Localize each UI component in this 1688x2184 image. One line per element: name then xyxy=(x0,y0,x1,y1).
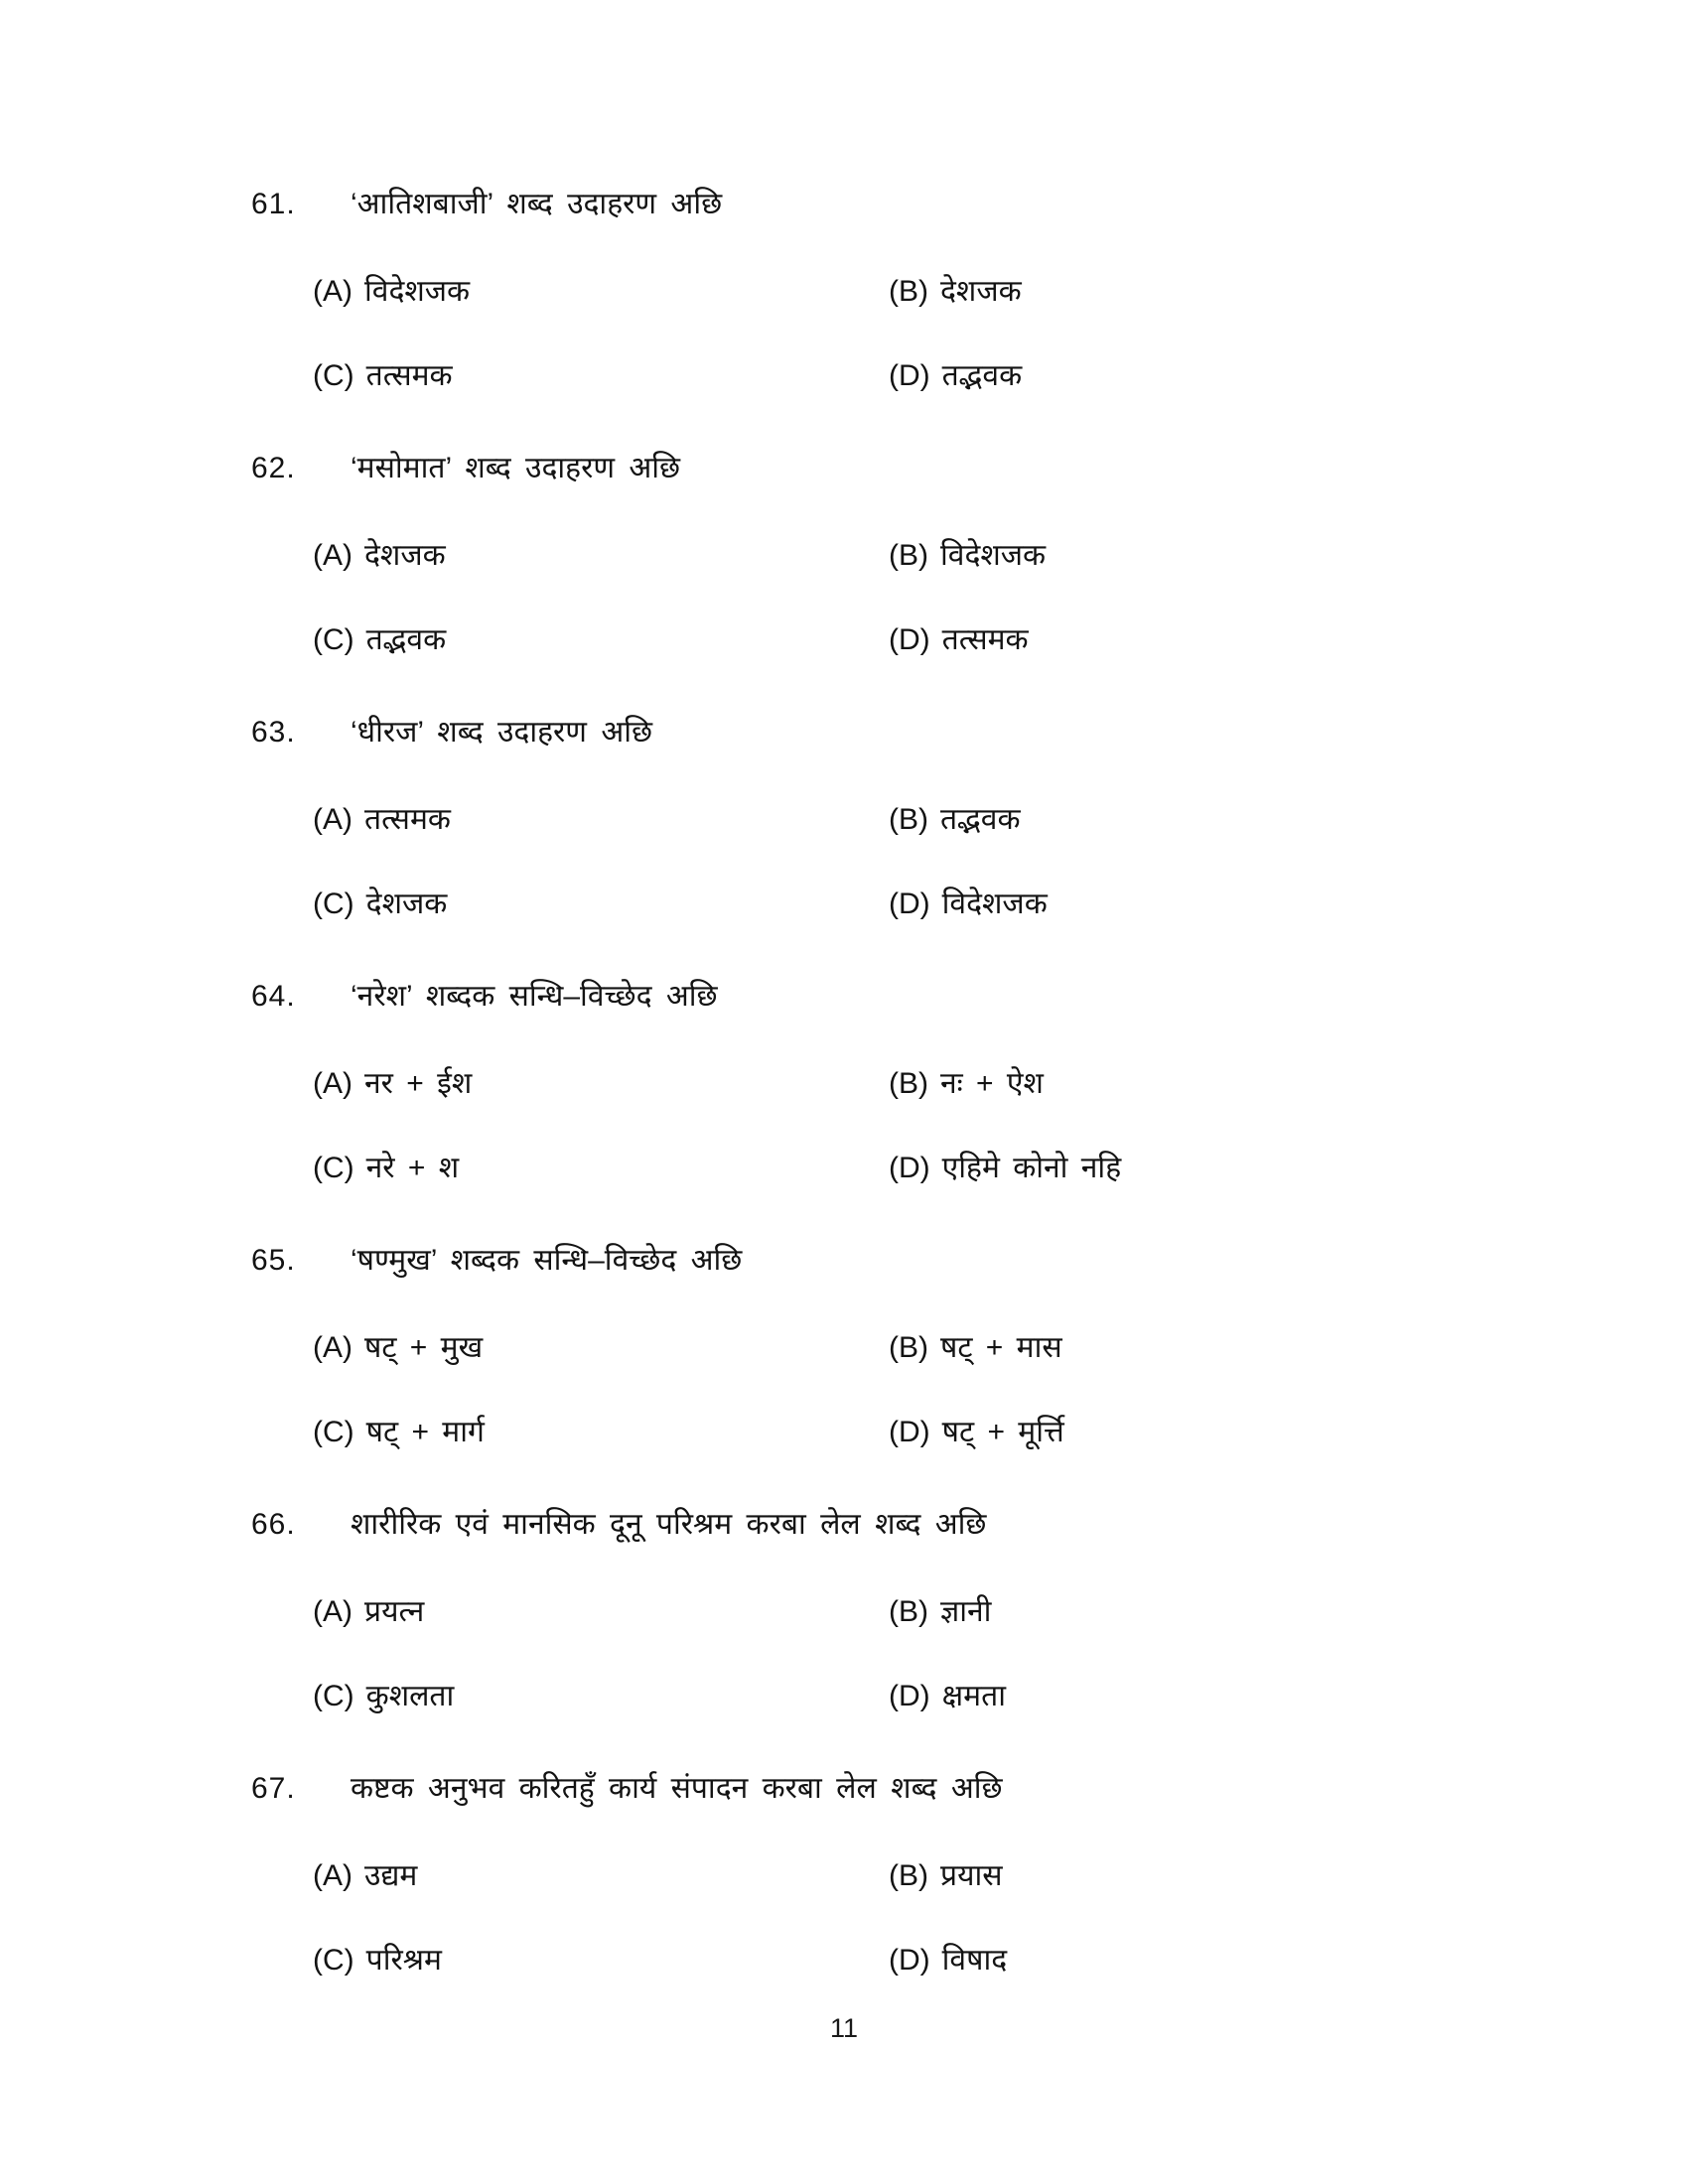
question-number: 62. xyxy=(251,452,296,484)
option-a-text: षट् + मुख xyxy=(364,1331,484,1364)
option-a-label: (A) xyxy=(313,1859,352,1892)
option-b-label: (B) xyxy=(889,539,928,572)
question-block xyxy=(0,977,1688,1241)
option-c-text: षट् + मार्ग xyxy=(365,1416,485,1448)
question-header xyxy=(251,1505,1688,1545)
question-block xyxy=(0,185,1688,449)
question-header xyxy=(251,185,1688,224)
question-number: 67. xyxy=(251,1772,296,1805)
question-text: ‘नरेश’ शब्दक सन्धि–विच्छेद अछि xyxy=(351,980,718,1013)
options-grid xyxy=(313,1328,1688,1452)
option-c-label: (C) xyxy=(313,1152,354,1184)
option-b xyxy=(889,272,1688,312)
option-d-label: (D) xyxy=(889,887,930,920)
question-header xyxy=(251,449,1688,488)
option-c xyxy=(313,1149,889,1188)
option-d xyxy=(889,1413,1688,1452)
option-c xyxy=(313,885,889,924)
question-number: 64. xyxy=(251,980,296,1013)
option-b xyxy=(889,1856,1688,1896)
option-a-text: विदेशजक xyxy=(364,275,471,308)
options-grid xyxy=(313,800,1688,924)
option-a xyxy=(313,800,889,840)
option-c-text: तत्समक xyxy=(365,359,453,392)
option-c-text: परिश्रम xyxy=(365,1944,442,1977)
option-a-label: (A) xyxy=(313,1595,352,1628)
option-b xyxy=(889,1328,1688,1368)
option-c-text: तद्भवक xyxy=(365,623,447,656)
question-block xyxy=(0,449,1688,713)
option-b-label: (B) xyxy=(889,1859,928,1892)
option-d-text: तत्समक xyxy=(941,623,1029,656)
option-b-label: (B) xyxy=(889,1331,928,1364)
option-d xyxy=(889,1149,1688,1188)
option-d-text: षट् + मूर्त्ति xyxy=(941,1416,1064,1448)
option-d xyxy=(889,1941,1688,1980)
option-c-text: नरे + श xyxy=(365,1152,460,1184)
option-d-text: विषाद xyxy=(941,1944,1008,1977)
question-header xyxy=(251,713,1688,752)
option-c xyxy=(313,356,889,396)
option-c-label: (C) xyxy=(313,1944,354,1977)
option-b xyxy=(889,1064,1688,1104)
option-c-text: देशजक xyxy=(365,887,448,920)
option-b xyxy=(889,800,1688,840)
option-d xyxy=(889,620,1688,660)
option-a-text: उद्यम xyxy=(364,1859,418,1892)
option-a-text: देशजक xyxy=(364,539,446,572)
question-text: ‘मसोमात’ शब्द उदाहरण अछि xyxy=(351,452,681,484)
option-a-text: नर + ईश xyxy=(364,1067,473,1100)
question-text: शारीरिक एवं मानसिक दूनू परिश्रम करबा लेल शब्द अछि xyxy=(351,1508,987,1541)
options-grid xyxy=(313,1856,1688,1980)
question-block xyxy=(0,1241,1688,1505)
option-d-text: एहिमे कोनो नहि xyxy=(941,1152,1122,1184)
option-a xyxy=(313,272,889,312)
option-a-text: प्रयत्न xyxy=(364,1595,425,1628)
option-d-label: (D) xyxy=(889,1944,930,1977)
question-number: 66. xyxy=(251,1508,296,1541)
option-c-label: (C) xyxy=(313,887,354,920)
option-a-label: (A) xyxy=(313,803,352,836)
option-a-label: (A) xyxy=(313,1331,352,1364)
option-c xyxy=(313,620,889,660)
option-c xyxy=(313,1677,889,1716)
option-b-label: (B) xyxy=(889,1067,928,1100)
option-a-label: (A) xyxy=(313,539,352,572)
question-number: 63. xyxy=(251,716,296,749)
option-b-text: तद्भवक xyxy=(940,803,1021,836)
question-text: कष्टक अनुभव करितहुँ कार्य संपादन करबा लेल शब्द अछि xyxy=(351,1772,1003,1805)
option-d xyxy=(889,885,1688,924)
option-b-text: देशजक xyxy=(940,275,1022,308)
option-b xyxy=(889,1592,1688,1632)
option-b-label: (B) xyxy=(889,1595,928,1628)
option-a xyxy=(313,1592,889,1632)
option-b-label: (B) xyxy=(889,275,928,308)
question-block xyxy=(0,1769,1688,2033)
option-c-label: (C) xyxy=(313,623,354,656)
option-d xyxy=(889,1677,1688,1716)
option-c-label: (C) xyxy=(313,1680,354,1712)
question-text: ‘धीरज’ शब्द उदाहरण अछि xyxy=(351,716,653,749)
option-b-text: नः + ऐश xyxy=(940,1067,1044,1100)
option-c-label: (C) xyxy=(313,359,354,392)
option-b-text: षट् + मास xyxy=(940,1331,1062,1364)
option-d xyxy=(889,356,1688,396)
options-grid xyxy=(313,272,1688,396)
question-text: ‘षण्मुख’ शब्दक सन्धि–विच्छेद अछि xyxy=(351,1244,743,1277)
option-b-label: (B) xyxy=(889,803,928,836)
options-grid xyxy=(313,1064,1688,1188)
option-a-text: तत्समक xyxy=(364,803,451,836)
question-block xyxy=(0,1505,1688,1769)
option-b-text: ज्ञानी xyxy=(940,1595,992,1628)
option-d-text: क्षमता xyxy=(941,1680,1006,1712)
option-a-label: (A) xyxy=(313,1067,352,1100)
option-a-label: (A) xyxy=(313,275,352,308)
option-d-text: विदेशजक xyxy=(941,887,1048,920)
question-number: 61. xyxy=(251,188,296,220)
option-a xyxy=(313,1064,889,1104)
option-d-label: (D) xyxy=(889,1680,930,1712)
option-d-label: (D) xyxy=(889,623,930,656)
question-text: ‘आतिशबाजी’ शब्द उदाहरण अछि xyxy=(351,188,723,220)
options-grid xyxy=(313,1592,1688,1716)
option-b-text: विदेशजक xyxy=(940,539,1047,572)
option-a xyxy=(313,536,889,576)
option-c xyxy=(313,1941,889,1980)
question-header xyxy=(251,1241,1688,1281)
option-a xyxy=(313,1856,889,1896)
question-header xyxy=(251,1769,1688,1809)
option-d-text: तद्भवक xyxy=(941,359,1023,392)
option-c-label: (C) xyxy=(313,1416,354,1448)
option-d-label: (D) xyxy=(889,1152,930,1184)
options-grid xyxy=(313,536,1688,660)
option-d-label: (D) xyxy=(889,1416,930,1448)
option-c xyxy=(313,1413,889,1452)
option-c-text: कुशलता xyxy=(365,1680,455,1712)
option-d-label: (D) xyxy=(889,359,930,392)
option-b-text: प्रयास xyxy=(940,1859,1003,1892)
question-header xyxy=(251,977,1688,1017)
option-a xyxy=(313,1328,889,1368)
question-block xyxy=(0,713,1688,977)
question-number: 65. xyxy=(251,1244,296,1277)
page-number: 11 xyxy=(829,2013,859,2043)
option-b xyxy=(889,536,1688,576)
